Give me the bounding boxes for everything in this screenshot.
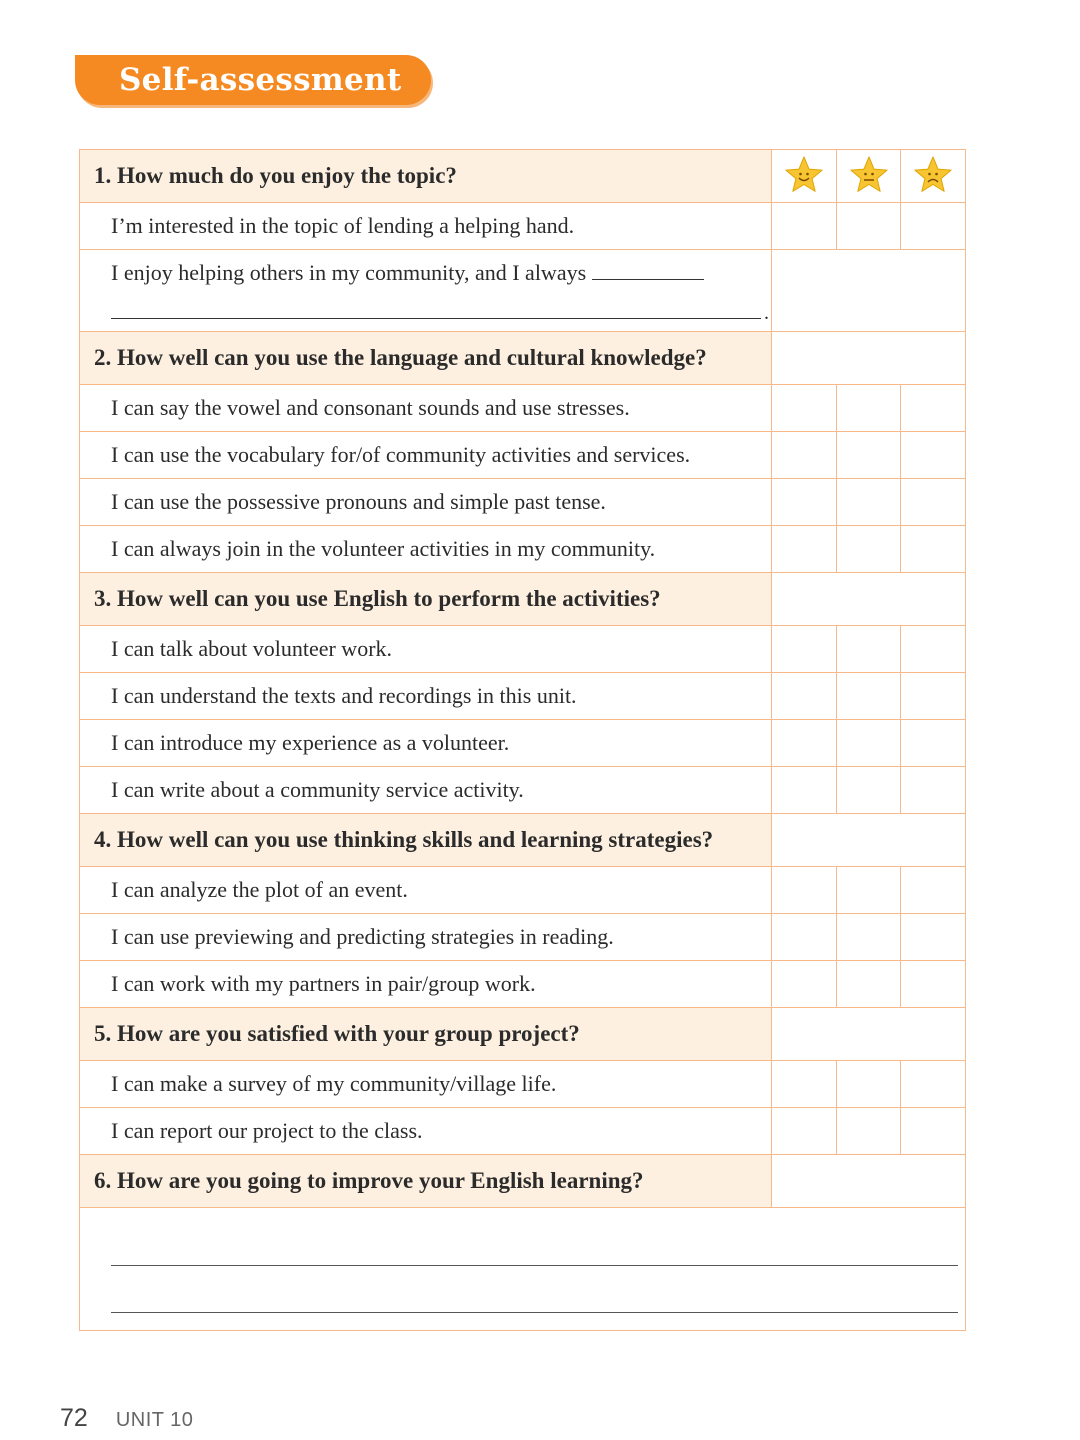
statement-text: I can use the possessive pronouns and simple past tense. xyxy=(80,479,772,526)
fill-in-row xyxy=(80,250,966,332)
question-row xyxy=(80,150,966,203)
page-number: 72 xyxy=(60,1404,88,1432)
rating-cell[interactable] xyxy=(901,203,966,250)
answer-line[interactable] xyxy=(111,1312,958,1313)
statement-text: I can always join in the volunteer activities in my community. xyxy=(80,526,772,573)
question-row xyxy=(80,1008,966,1061)
rating-cell[interactable] xyxy=(837,867,901,914)
statement-text: I can write about a community service activity. xyxy=(80,767,772,814)
rating-cell[interactable] xyxy=(901,1061,966,1108)
statement-row xyxy=(80,673,966,720)
rating-cell[interactable] xyxy=(772,720,837,767)
question-text: 2. How well can you use the language and cultural knowledge? xyxy=(80,332,772,385)
rating-cell[interactable] xyxy=(837,961,901,1008)
page-footer xyxy=(60,1404,193,1433)
rating-cell[interactable] xyxy=(837,914,901,961)
statement-text: I’m interested in the topic of lending a helping hand. xyxy=(80,203,772,250)
rating-cell[interactable] xyxy=(901,479,966,526)
statement-text: I can make a survey of my community/village life. xyxy=(80,1061,772,1108)
statement-row xyxy=(80,626,966,673)
answer-area xyxy=(80,1208,966,1331)
question-text: 1. How much do you enjoy the topic? xyxy=(80,150,772,203)
rating-cell[interactable] xyxy=(772,961,837,1008)
question-rating-blank xyxy=(772,1155,966,1208)
star-column-header xyxy=(837,150,901,203)
fill-in-blank[interactable] xyxy=(592,261,704,280)
rating-cell[interactable] xyxy=(901,673,966,720)
statement-text: I can say the vowel and consonant sounds and use stresses. xyxy=(80,385,772,432)
rating-cell[interactable] xyxy=(901,720,966,767)
question-text: 4. How well can you use thinking skills and learning strategies? xyxy=(80,814,772,867)
star-column-header xyxy=(772,150,837,203)
rating-cell[interactable] xyxy=(837,626,901,673)
rating-cell[interactable] xyxy=(837,479,901,526)
rating-cell[interactable] xyxy=(772,1108,837,1155)
question-row xyxy=(80,1155,966,1208)
sad-star-icon xyxy=(901,156,965,196)
rating-cell[interactable] xyxy=(837,1108,901,1155)
unit-label: UNIT 10 xyxy=(115,1409,194,1431)
star-column-header xyxy=(901,150,966,203)
statement-row xyxy=(80,961,966,1008)
smiling-star-icon xyxy=(772,156,836,196)
question-rating-blank xyxy=(772,332,966,385)
self-assessment-table xyxy=(79,149,966,1331)
statement-text: I can use the vocabulary for/of community activities and services. xyxy=(80,432,772,479)
answer-line[interactable] xyxy=(111,1265,958,1266)
rating-cell[interactable] xyxy=(901,961,966,1008)
statement-row xyxy=(80,767,966,814)
rating-cell[interactable] xyxy=(901,867,966,914)
question-row xyxy=(80,814,966,867)
question-row xyxy=(80,332,966,385)
statement-row xyxy=(80,1108,966,1155)
question-rating-blank xyxy=(772,814,966,867)
statement-row xyxy=(80,720,966,767)
answer-row xyxy=(80,1208,966,1331)
statement-text: I can report our project to the class. xyxy=(80,1108,772,1155)
rating-cell[interactable] xyxy=(901,432,966,479)
statement-text: I can understand the texts and recordings in this unit. xyxy=(80,673,772,720)
rating-cell[interactable] xyxy=(901,526,966,573)
statement-row xyxy=(80,1061,966,1108)
statement-row xyxy=(80,867,966,914)
question-text: 3. How well can you use English to perform the activities? xyxy=(80,573,772,626)
rating-cell[interactable] xyxy=(837,673,901,720)
question-rating-blank xyxy=(772,573,966,626)
rating-cell[interactable] xyxy=(772,203,837,250)
rating-cell[interactable] xyxy=(772,432,837,479)
question-row xyxy=(80,573,966,626)
rating-cell[interactable] xyxy=(837,1061,901,1108)
rating-cell[interactable] xyxy=(772,479,837,526)
rating-cell[interactable] xyxy=(772,673,837,720)
rating-cell[interactable] xyxy=(901,914,966,961)
rating-cell[interactable] xyxy=(837,526,901,573)
statement-text: I can analyze the plot of an event. xyxy=(80,867,772,914)
rating-cell[interactable] xyxy=(837,203,901,250)
statement-row xyxy=(80,526,966,573)
rating-cell[interactable] xyxy=(837,385,901,432)
fill-in-rating-blank xyxy=(772,250,966,332)
rating-cell[interactable] xyxy=(901,1108,966,1155)
rating-cell[interactable] xyxy=(837,767,901,814)
question-text: 6. How are you going to improve your English learning? xyxy=(80,1155,772,1208)
fill-in-text: I enjoy helping others in my community, and I always xyxy=(111,260,587,285)
rating-cell[interactable] xyxy=(772,626,837,673)
rating-cell[interactable] xyxy=(901,385,966,432)
statement-text: I can talk about volunteer work. xyxy=(80,626,772,673)
rating-cell[interactable] xyxy=(901,626,966,673)
section-banner xyxy=(75,55,431,105)
rating-cell[interactable] xyxy=(772,914,837,961)
fill-in-cell xyxy=(80,250,772,332)
statement-row xyxy=(80,385,966,432)
fill-in-line[interactable] xyxy=(111,318,761,319)
question-rating-blank xyxy=(772,1008,966,1061)
statement-text: I can use previewing and predicting strategies in reading. xyxy=(80,914,772,961)
fill-in-period: . xyxy=(764,302,769,324)
statement-text: I can introduce my experience as a volunteer. xyxy=(80,720,772,767)
question-text: 5. How are you satisfied with your group project? xyxy=(80,1008,772,1061)
rating-cell[interactable] xyxy=(772,1061,837,1108)
rating-cell[interactable] xyxy=(772,526,837,573)
rating-cell[interactable] xyxy=(772,767,837,814)
statement-row xyxy=(80,479,966,526)
banner-title: Self-assessment xyxy=(119,62,402,98)
neutral-star-icon xyxy=(837,156,900,196)
statement-row xyxy=(80,914,966,961)
rating-cell[interactable] xyxy=(772,867,837,914)
rating-cell[interactable] xyxy=(837,720,901,767)
statement-row xyxy=(80,203,966,250)
rating-cell[interactable] xyxy=(901,767,966,814)
statement-row xyxy=(80,432,966,479)
rating-cell[interactable] xyxy=(837,432,901,479)
rating-cell[interactable] xyxy=(772,385,837,432)
statement-text: I can work with my partners in pair/group work. xyxy=(80,961,772,1008)
